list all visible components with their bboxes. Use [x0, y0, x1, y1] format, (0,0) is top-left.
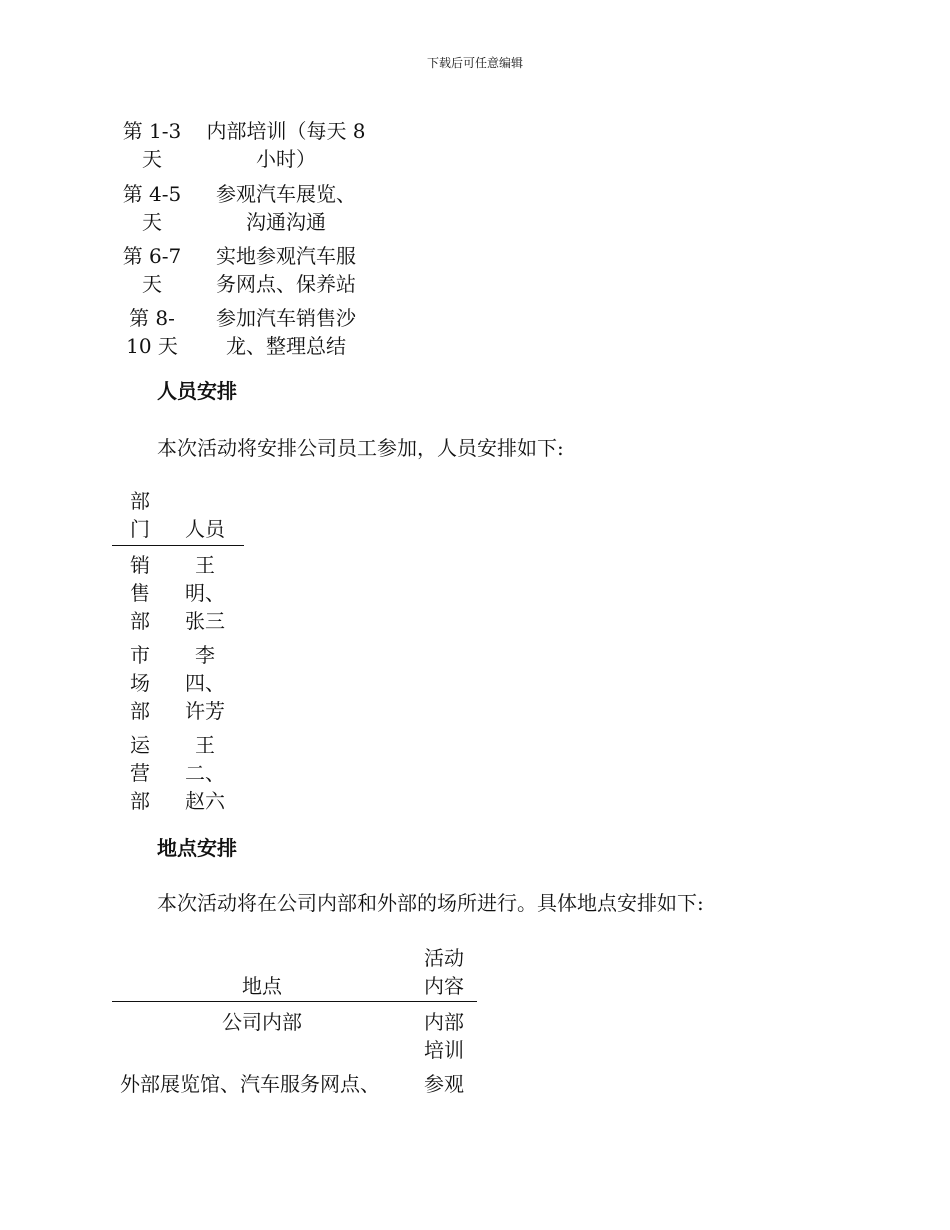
table-cell-dept: [122, 551, 158, 635]
schedule-day-line: 第 8-: [129, 306, 175, 330]
schedule-activity: [196, 304, 376, 360]
cell-line: 内部: [424, 1010, 464, 1034]
cell-line: 二、: [185, 761, 225, 785]
schedule-day-line: 第 6-7: [122, 244, 182, 268]
cell-line: 部: [130, 789, 150, 813]
schedule-activity-line: 沟通沟通: [246, 210, 326, 234]
cell-line: 参观: [424, 1072, 464, 1096]
cell-line: 市: [130, 643, 150, 667]
header-line: 人员: [185, 517, 225, 541]
cell-line: 部: [130, 609, 150, 633]
schedule-day-line: 天: [142, 272, 162, 296]
table-cell-place: [120, 1070, 416, 1098]
table-rule: [112, 545, 244, 546]
staff-intro: 本次活动将安排公司员工参加，人员安排如下:: [157, 436, 564, 460]
schedule-activity: [196, 242, 376, 298]
cell-line: 李: [195, 643, 215, 667]
table-header-dept: [122, 487, 158, 543]
header-line: 门: [130, 517, 150, 541]
schedule-day-line: 第 4-5: [122, 182, 182, 206]
venue-heading: 地点安排: [157, 836, 237, 860]
schedule-activity-line: 实地参观汽车服: [216, 244, 356, 268]
schedule-day-line: 第 1-3: [122, 119, 182, 143]
cell-line: 王: [195, 553, 215, 577]
cell-line: 部: [130, 699, 150, 723]
table-cell-people: [176, 551, 234, 635]
table-cell-dept: [122, 641, 158, 725]
table-cell-dept: [122, 731, 158, 815]
table-cell-content: [416, 1070, 472, 1098]
schedule-activity: [196, 117, 376, 173]
schedule-day-line: 天: [142, 147, 162, 171]
schedule-activity-line: 龙、整理总结: [226, 334, 346, 358]
table-header-content: [416, 944, 472, 1000]
cell-line: 四、: [185, 671, 225, 695]
cell-line: 张三: [185, 609, 225, 633]
page-header: 下载后可任意编辑: [426, 56, 523, 70]
header-line: 部: [130, 489, 150, 513]
cell-line: 外部展览馆、汽车服务网点、: [120, 1072, 380, 1096]
cell-line: 售: [130, 581, 150, 605]
table-cell-people: [176, 641, 234, 725]
header-line: 活动: [424, 946, 464, 970]
table-header-place: [112, 972, 412, 1000]
cell-line: 明、: [185, 581, 225, 605]
schedule-day-line: 天: [142, 210, 162, 234]
venue-intro: 本次活动将在公司内部和外部的场所进行。具体地点安排如下:: [157, 891, 704, 915]
cell-line: 公司内部: [222, 1010, 302, 1034]
schedule-day: [120, 180, 184, 236]
schedule-activity-line: 参加汽车销售沙: [216, 306, 356, 330]
table-cell-place: [112, 1008, 412, 1036]
cell-line: 王: [195, 733, 215, 757]
table-rule: [112, 1001, 477, 1002]
cell-line: 赵六: [185, 789, 225, 813]
staff-heading: 人员安排: [157, 379, 237, 403]
cell-line: 营: [130, 761, 150, 785]
table-header-people: [176, 515, 234, 543]
table-cell-content: [416, 1008, 472, 1064]
cell-line: 运: [130, 733, 150, 757]
schedule-activity-line: 参观汽车展览、: [216, 182, 356, 206]
header-line: 地点: [242, 974, 282, 998]
schedule-activity-line: 小时）: [256, 147, 316, 171]
cell-line: 销: [130, 553, 150, 577]
schedule-day: [120, 117, 184, 173]
schedule-day-line: 10 天: [126, 334, 178, 358]
schedule-activity-line: 务网点、保养站: [216, 272, 356, 296]
schedule-day: [120, 242, 184, 298]
schedule-activity: [196, 180, 376, 236]
schedule-day: [120, 304, 184, 360]
schedule-activity-line: 内部培训（每天 8: [206, 119, 366, 143]
table-cell-people: [176, 731, 234, 815]
header-line: 内容: [424, 974, 464, 998]
cell-line: 场: [130, 671, 150, 695]
cell-line: 许芳: [185, 699, 225, 723]
cell-line: 培训: [424, 1038, 464, 1062]
